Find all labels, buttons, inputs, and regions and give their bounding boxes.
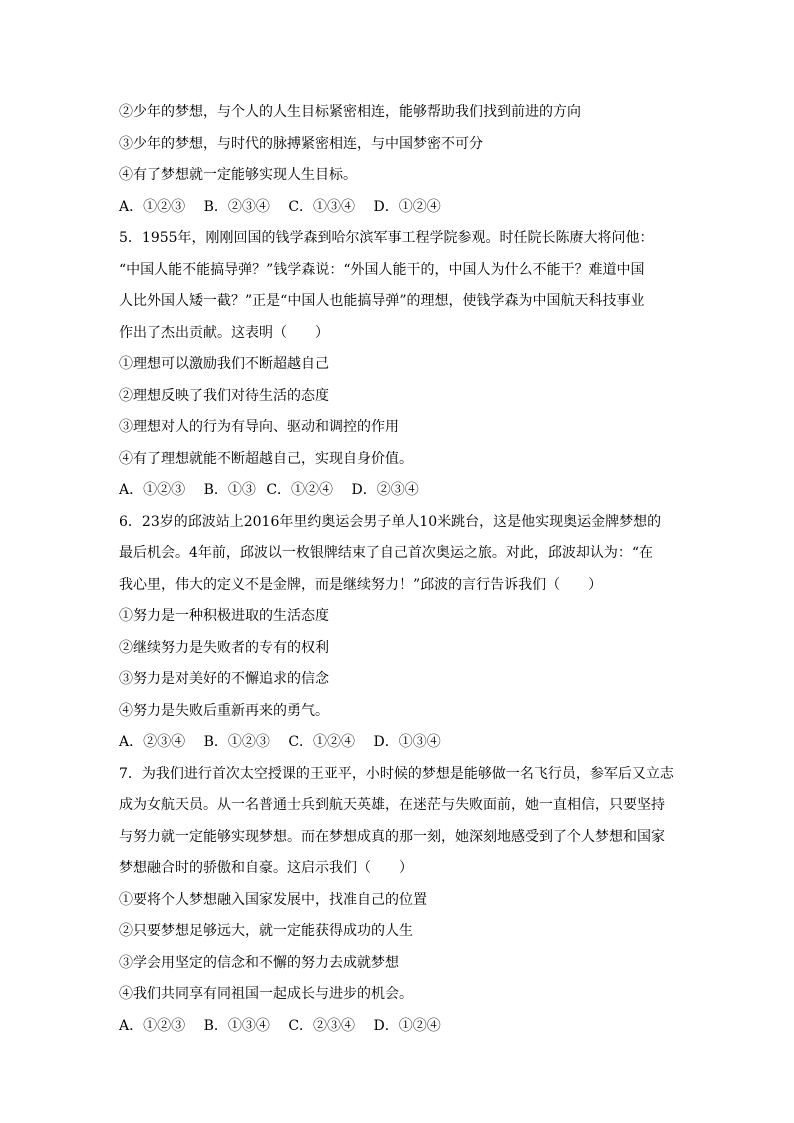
q7-stem-line-4: 梦想融合时的骄傲和自豪。这启示我们（ ）: [119, 860, 413, 876]
q6-options: [119, 727, 679, 759]
q6-option-c: C．①②④: [288, 734, 356, 750]
q5-options: [119, 475, 679, 507]
q6-item-1: ①努力是一种积极进取的生活态度: [119, 608, 329, 624]
q7-item-4: ④我们共同享有同祖国一起成长与进步的机会。: [119, 986, 413, 1002]
q4-option-a: A．①②③: [119, 198, 186, 215]
q4-options: [119, 192, 679, 224]
q5-item-2: ②理想反映了我们对待生活的态度: [119, 387, 329, 404]
q7-item-3: ③学会用坚定的信念和不懈的努力去成就梦想: [119, 954, 399, 971]
exam-page: [119, 97, 679, 1042]
q7-item-1: ①要将个人梦想融入国家发展中，找准自己的位置: [119, 891, 427, 908]
q7-stem-line-3: 与努力就一定能够实现梦想。而在梦想成真的那一刻，她深刻地感受到了个人梦想和国家: [119, 828, 665, 845]
question-7: [119, 759, 679, 1043]
q6-option-a: A．②③④: [119, 734, 186, 750]
q5-option-d: D．②③④: [351, 482, 419, 498]
q6-stem-line-2: 最后机会。4年前，邱波以一枚银牌结束了自己首次奥运之旅。对此，邱波却认为：“在: [119, 545, 654, 561]
q6-stem-line-3: 我心里，伟大的定义不是金牌，而是继续努力！”邱波的言行告诉我们（ ）: [119, 576, 603, 593]
q4-option-b: B．②③④: [203, 198, 270, 215]
q6-option-b: B．①②③: [203, 734, 270, 750]
q4-option-d: D．①②④: [373, 198, 441, 215]
q5-item-4: ④有了理想就能不断超越自己，实现自身价值。: [119, 450, 413, 467]
q5-option-c: C．①②④: [266, 482, 334, 498]
q6-item-4: ④努力是失败后重新再来的勇气。: [119, 702, 329, 719]
q7-item-2: ②只要梦想足够远大，就一定能获得成功的人生: [119, 923, 413, 939]
q7-option-d: D．①②④: [373, 1017, 441, 1034]
question-6: [119, 507, 679, 759]
q5-stem-line-4: 作出了杰出贡献。这表明（ ）: [119, 324, 329, 341]
question-5: [119, 223, 679, 507]
q7-stem-line-1: 7．为我们进行首次太空授课的王亚平，小时候的梦想是能够做一名飞行员，参军后又立志: [119, 765, 674, 782]
q5-item-3: ③理想对人的行为有导向、驱动和调控的作用: [119, 419, 399, 435]
q6-item-2: ②继续努力是失败者的专有的权利: [119, 639, 329, 656]
q5-stem-line-3: 人比外国人矮一截？”正是“中国人也能搞导弹”的理想，使钱学森为中国航天科技事业: [119, 293, 645, 309]
q7-option-c: C．②③④: [288, 1017, 356, 1034]
q7-stem-line-2: 成为女航天员。从一名普通士兵到航天英雄，在迷茫与失败面前，她一直相信，只要坚持: [119, 797, 665, 813]
q4-option-c: C．①③④: [288, 198, 356, 215]
q5-option-a: A．①②③: [119, 482, 186, 498]
question-4-tail: [119, 97, 679, 223]
q6-stem-line-1: 6．23岁的邱波站上2016年里约奥运会男子单人10米跳台，这是他实现奥运金牌梦想的: [119, 513, 662, 530]
q5-stem-line-2: “中国人能不能搞导弹？”钱学森说：“外国人能干的，中国人为什么不能干？难道中国: [119, 261, 645, 278]
q4-item-3: ③少年的梦想，与时代的脉搏紧密相连，与中国梦密不可分: [119, 135, 483, 152]
q6-option-d: D．①③④: [373, 734, 441, 750]
q5-option-b: B．①③: [203, 482, 256, 498]
q7-options: [119, 1011, 679, 1043]
q7-option-a: A．①②③: [119, 1017, 186, 1034]
q4-item-2: ②少年的梦想，与个人的人生目标紧密相连，能够帮助我们找到前进的方向: [119, 104, 581, 120]
q5-item-1: ①理想可以激励我们不断超越自己: [119, 356, 329, 372]
q7-option-b: B．①③④: [203, 1017, 270, 1034]
q5-stem-line-1: 5．1955年，刚刚回国的钱学森到哈尔滨军事工程学院参观。时任院长陈赓大将问他：: [119, 230, 654, 246]
q4-item-4: ④有了梦想就一定能够实现人生目标。: [119, 167, 357, 183]
q6-item-3: ③努力是对美好的不懈追求的信念: [119, 671, 329, 687]
